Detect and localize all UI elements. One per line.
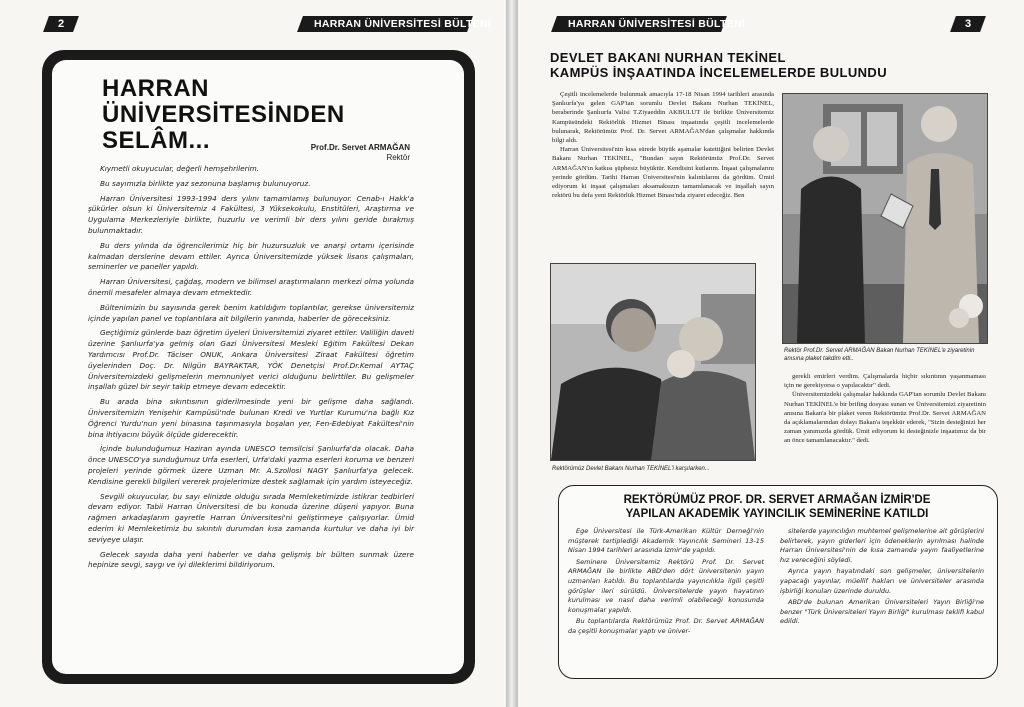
seminar-title-line1: REKTÖRÜMÜZ PROF. DR. SERVET ARMAĞAN İZMİR'DE bbox=[623, 494, 931, 506]
photo-plaque-ceremony-image bbox=[783, 94, 987, 343]
letter-paragraph: Gelecek sayıda daha yeni haberler ve daha gelişmiş bir bülten sunmak üzere hepinize sevgi, saygı ve iyi dileklerimi bildiriyorum. bbox=[88, 549, 414, 570]
seminar-paragraph: ABD'de bulunan Amerikan Üniversiteleri Yayın Birliği'ne benzer "Türk Üniversiteleri Yayın Birliği" kurulması teklifi kabul edildi. bbox=[780, 598, 984, 626]
letter-paragraph: Bu sayımızla birlikte yaz sezonuna başlamış bulunuyoruz. bbox=[100, 178, 311, 188]
seminar-title bbox=[578, 493, 976, 521]
seminar-paragraph: Seminere Üniversitemiz Rektörü Prof. Dr. Servet ARMAĞAN ile birlikte ABD'den dört üniversitenin yayın uzmanları katıldı. Bu toplantılarda yayıncılıkla ilgili çeşitli görüşler ileri sürüldü. Üniversitelerde yayın hayatının kurulması ve nasıl daha verimli olabileceği konusunda konuşmalar yapıldı. bbox=[568, 557, 764, 614]
seminar-column-2 bbox=[780, 527, 984, 629]
letter-paragraph: Harran Üniversitesi, çağdaş, modern ve bilimsel araştırmaların merkezi olma yolunda önemli mesafeler almaya devam etmektedir. bbox=[88, 277, 414, 297]
seminar-title-line2: YAPILAN AKADEMİK YAYINCILIK SEMİNERİNE KATILDI bbox=[625, 508, 929, 520]
letter-paragraph: Bu ders yılında da öğrencilerimiz hiç bir huzursuzluk ve anarşi ortamı içerisinde kalmadan derslerine devam ettiler. Ayrıca Üniversitemizde yüksek lisans çalışmaları, seminerler ve paneller yapıldı. bbox=[88, 240, 414, 272]
article-paragraph: Üniversitemizdeki çalışmalar hakkında GAP'tan sorumlu Devlet Bakanı Nurhan TEKİNEL'e bir brifing dosyası sunan ve Üniversitemizi ziyaretinin anısına Bakan'a bir plaket veren Rektörümüz Prof.Dr. Servet ARMAĞAN da açıklamalarından dolayı Bakan'a teşekkür ederek, "Sizin desteğinizi her zaman yanımızda gördük. Ümit ediyorum ki desteğinizle inşaatımız da bir an önce tamamlanacaktır." dedi. bbox=[784, 391, 986, 445]
article-title-line1: DEVLET BAKANI NURHAN TEKİNEL bbox=[550, 50, 786, 65]
bulletin-header-left bbox=[297, 16, 492, 32]
letter-paragraph: Bültenimizin bu sayısında gerek benim katıldığım toplantılar, gerekse üniversitemiz içinde yapılan panel ve toplantılara ait bilgilerin yanında, haberler de göreceksiniz. bbox=[88, 302, 414, 323]
caption-plaque: Rektör Prof.Dr. Servet ARMAĞAN Bakan Nurhan TEKİNEL'e ziyaretinin anısına plaket takdim etti.. bbox=[784, 348, 975, 362]
article-paragraph: gerekli emirleri verdim. Çalışmalarda hiçbir sıkıntının yaşanmaması için ne gerekiyorsa o yapılacaktır" dedi. bbox=[784, 373, 986, 390]
article-column-2 bbox=[784, 372, 986, 446]
letter-paragraph: Harran Üniversitesi 1993-1994 ders yılını tamamlamış bulunuyor. Cenab-ı Hakk'a şükürler olsun ki Üniversitemiz 4 Fakültesi, 3 Yüksekokulu, Enstitüleri, Araştırma ve Uygulama Merkezleriyle birlikte, huzurlu ve verimli bir ders yılını geride bırakmış bulunmaktadır. bbox=[88, 193, 414, 235]
article-column-1 bbox=[552, 90, 774, 200]
bulletin-header-right-text: HARRAN ÜNİVERSİTESİ BÜLTENİ bbox=[568, 18, 746, 30]
letter-title: HARRAN ÜNİVERSİTESİNDEN SELÂM... bbox=[102, 75, 345, 154]
page-number-left-text: 2 bbox=[57, 18, 65, 30]
letter-paragraph: İçinde bulunduğumuz Haziran ayında UNESCO temsilcisi Şanlıurfa'da olacak. Daha önce UNESCO'ya sunduğumuz Urfa eserleri, Urfa'daki yazma eserleri koruma ve benzeri projeleri yerinde görmek üzere Uzman Mr. A.Szollosi NAGY Şanlıurfa'ya gelecek. Kendisine gerekli bilgileri vererek projelerimize destek sağlamak için yardım isteyeceğiz. bbox=[88, 444, 414, 486]
seminar-paragraph: Ege Üniversitesi ile Türk-Amerikan Kültür Derneği'nin müşterek tertiplediği Akademik Yayıncılık Semineri 13-15 Nisan 1994 tarihleri arasında İzmir'de yapıldı. bbox=[568, 527, 764, 555]
seminar-paragraph: sitelerde yayıncılığın muhtemel gelişmelerine ait görüşlerini belirterek, yayın giderleri için ödeneklerin ayrılması halinde Harran Üniversitesi'nin de kısa zamanda yayın faaliyetlerine hız vereceğini söyledi. bbox=[780, 527, 984, 564]
article-title-line2: KAMPÜS İNŞAATINDA İNCELEMELERDE BULUNDU bbox=[550, 65, 887, 80]
author-block bbox=[311, 143, 410, 163]
bulletin-header-right bbox=[551, 16, 746, 32]
letter-paragraph: Sevgili okuyucular, bu sayı elinizde olduğu sırada Memleketimizde istikrar tedbirleri devam ediyor. Tabii Harran Üniversitesi de bu konuda üzerine düşeni yapıyor. Buna rağmen arkadaşlarım gayretle Harran Üniversitesi'ni geliştirmeye çalışıyorlar. Ümid ederim ki Memleketimiz bu sıkıntılı durumdan kısa zamanda kurtulur ve daha iyi bir seviyeye ulaşır. bbox=[88, 491, 414, 544]
letter-paragraph: Geçtiğimiz günlerde bazı öğretim üyeleri Üniversitemizi ziyaret ettiler. Valiliğin daveti üzerine Şanlıurfa'ya gelmiş olan Gazi Üniversitesi Mesleki Eğitim Fakültesi Dekan Yardımcısı Prof.Dr. Täciser ONUK, Ankara Üniversitesi Ziraat Fakültesi öğretim üyelerinden Doç. Dr. Nilgün BAYRAKTAR, YÖK Denetçisi Prof.Dr.Kemal AYTAÇ Üniversitemizdeki gelişmelerin memnuniyet verici olduğunu belirttiler. Bu gelişmeler inşallah güzel bir seyir takip etmeye devam edecektir. bbox=[88, 328, 414, 392]
caption-greeting: Rektörümüz Devlet Bakanı Nurhan TEKİNEL'i karşılarken... bbox=[552, 466, 710, 472]
photo-plaque-ceremony bbox=[782, 93, 988, 344]
letter-body bbox=[88, 164, 414, 575]
right-page bbox=[518, 0, 1024, 707]
page-number-left bbox=[43, 16, 79, 32]
bulletin-header-left-text: HARRAN ÜNİVERSİTESİ BÜLTENİ bbox=[314, 18, 492, 30]
photo-greeting bbox=[550, 263, 756, 461]
page-gutter bbox=[506, 0, 518, 707]
photo-greeting-image bbox=[551, 264, 755, 460]
letter-paragraph: Bu arada bina sıkıntısının giderilmesinde yeni bir gelişme daha sağlandı. Üniversitemizin Yenişehir Kampüsü'nde bulunan Kredi ve Yurtlar Kurumu'na bağlı Kız Öğrenci Yurdu'nun yeni binasına taşınmasıyla boşalan yer, Fen-Edebiyat Fakültesi'nin bina ihtiyacını büyük ölçüde giderecektir. bbox=[88, 397, 414, 439]
author-name: Prof.Dr. Servet ARMAĞAN bbox=[310, 143, 410, 152]
article-title bbox=[550, 50, 990, 80]
page-number-right bbox=[950, 16, 986, 32]
author-role: Rektör bbox=[386, 153, 410, 162]
seminar-paragraph: Ayrıca yayın hayatındaki son gelişmeler, üniversitelerin yapacağı yayınlar, müellif hakları ve üniversiteler arasında işbirliği konuları üzerinde duruldu. bbox=[780, 567, 984, 595]
seminar-paragraph: Bu toplantılarda Rektörümüz Prof. Dr. Servet ARMAĞAN da çeşitli konuşmalar yaptı ve üniver- bbox=[568, 617, 764, 635]
left-page bbox=[0, 0, 506, 707]
article-paragraph: Harran Üniversitesi'nin kısa sürede büyük aşamalar katettiğini belirten Devlet Bakanı Nurhan TEKİNEL, "Bundan sayın Rektörümüz Prof.Dr. Servet ARMAĞAN'ın katkısı şüphesiz büyüktür. Kendisini kutlarım. İnşaat çalışmalarını yerinde gördüm. Tarihi Harran Üniversitesi'nin kalıntılarını da gördüm. Ümid ediyorum ki inşaat çalışmaları aksamaksızın tamamlanacak ve inşallah sayın rektörü bu defa yeni Rektörlük Hizmet Binası'nda ziyaret edeceğiz. Ben bbox=[552, 146, 774, 200]
page-number-right-text: 3 bbox=[964, 18, 972, 30]
article-paragraph: Çeşitli incelemelerde bulunmak amacıyla 17-18 Nisan 1994 tarihleri arasında Şanlıurfa'ya gelen GAP'tan sorumlu Devlet Bakanı Nurhan TEKİNEL, beraberinde Şanlıurfa Valisi T.Ziyaeddin AKBULUT ile birlikte Üniversitemiz Kampüsündeki Rektörlük Hizmet Binası inşaatında çeşitli incelemelerde bulunarak, Rektörümüz Prof. Dr. Servet ARMAĞAN'dan çalışmalar hakkında bilgi aldı. bbox=[552, 91, 774, 145]
seminar-column-1 bbox=[568, 527, 764, 639]
letter-paragraph: Kıymetli okuyucular, değerli hemşehrilerim. bbox=[100, 164, 260, 173]
